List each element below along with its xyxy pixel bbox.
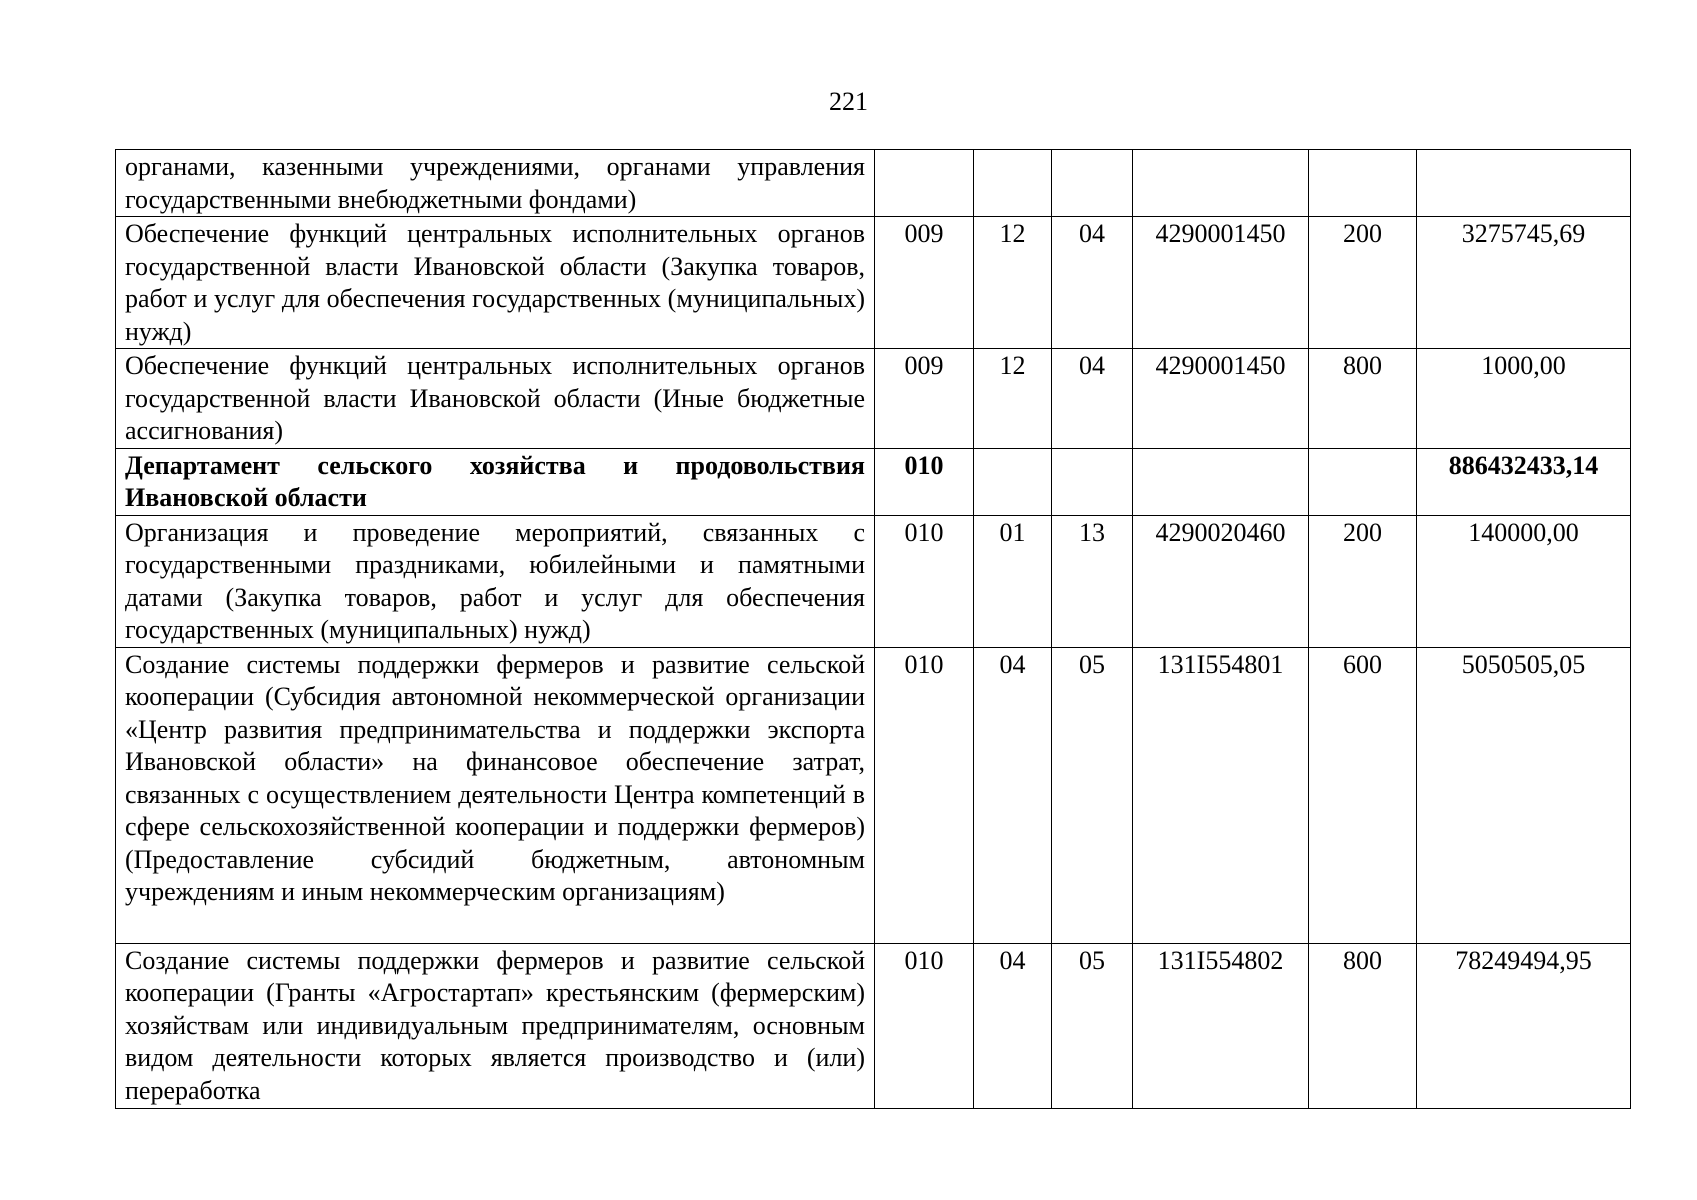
- row-csr: 131I554801: [1133, 647, 1309, 943]
- row-gr: 009: [875, 349, 974, 449]
- row-gr: 009: [875, 217, 974, 349]
- row-rz: 01: [974, 515, 1052, 647]
- row-rz: 04: [974, 943, 1052, 1108]
- row-gr: [875, 150, 974, 217]
- row-name: органами, казенными учреждениями, органами управления государственными внебюджетными фондами): [116, 150, 875, 217]
- department-name: Департамент сельского хозяйства и продовольствия Ивановской области: [116, 448, 875, 515]
- row-vr: 600: [1309, 647, 1417, 943]
- row-gr: 010: [875, 448, 974, 515]
- row-amount: 3275745,69: [1417, 217, 1631, 349]
- row-amount: 5050505,05: [1417, 647, 1631, 943]
- row-pr: [1052, 150, 1133, 217]
- row-rz: 12: [974, 217, 1052, 349]
- row-vr: [1309, 150, 1417, 217]
- row-csr: 4290020460: [1133, 515, 1309, 647]
- table-row-department: [116, 448, 1631, 515]
- row-pr: 04: [1052, 349, 1133, 449]
- table-row: [116, 515, 1631, 647]
- row-vr: 800: [1309, 349, 1417, 449]
- row-vr: 800: [1309, 943, 1417, 1108]
- row-csr: 131I554802: [1133, 943, 1309, 1108]
- row-amount: 1000,00: [1417, 349, 1631, 449]
- row-csr: 4290001450: [1133, 349, 1309, 449]
- row-rz: 12: [974, 349, 1052, 449]
- row-gr: 010: [875, 515, 974, 647]
- row-rz: [974, 150, 1052, 217]
- row-pr: [1052, 448, 1133, 515]
- row-name: Создание системы поддержки фермеров и развитие сельской кооперации (Гранты «Агростартап» крестьянским (фермерским) хозяйствам или индивидуальным предпринимателям, основным видом деятельности которых является производство и (или) переработка: [116, 943, 875, 1108]
- department-total-amount: 886432433,14: [1417, 448, 1631, 515]
- row-csr: [1133, 448, 1309, 515]
- row-pr: 05: [1052, 943, 1133, 1108]
- row-amount: [1417, 150, 1631, 217]
- table-row: [116, 647, 1631, 943]
- row-name: Обеспечение функций центральных исполнительных органов государственной власти Ивановской области (Закупка товаров, работ и услуг для обеспечения государственных (муниципальных) нужд): [116, 217, 875, 349]
- row-pr: 13: [1052, 515, 1133, 647]
- row-vr: 200: [1309, 515, 1417, 647]
- row-pr: 04: [1052, 217, 1133, 349]
- row-vr: 200: [1309, 217, 1417, 349]
- row-csr: [1133, 150, 1309, 217]
- table-row: [116, 217, 1631, 349]
- row-rz: 04: [974, 647, 1052, 943]
- row-name: Организация и проведение мероприятий, связанных с государственными праздниками, юбилейными и памятными датами (Закупка товаров, работ и услуг для обеспечения государственных (муниципальных) нужд): [116, 515, 875, 647]
- row-amount: 140000,00: [1417, 515, 1631, 647]
- row-gr: 010: [875, 647, 974, 943]
- page-number: 221: [829, 87, 868, 116]
- row-rz: [974, 448, 1052, 515]
- table-row: [116, 150, 1631, 217]
- row-gr: 010: [875, 943, 974, 1108]
- row-pr: 05: [1052, 647, 1133, 943]
- row-name: Создание системы поддержки фермеров и развитие сельской кооперации (Субсидия автономной некоммерческой организации «Центр развития предпринимательства и поддержки экспорта Ивановской области» на финансовое обеспечение затрат, связанных с осуществлением деятельности Центра компетенций в сфере сельскохозяйственной кооперации и поддержки фермеров) (Предоставление субсидий бюджетным, автономным учреждениям и иным некоммерческим организациям): [116, 647, 875, 943]
- row-csr: 4290001450: [1133, 217, 1309, 349]
- row-name: Обеспечение функций центральных исполнительных органов государственной власти Ивановской области (Иные бюджетные ассигнования): [116, 349, 875, 449]
- row-amount: 78249494,95: [1417, 943, 1631, 1108]
- budget-table: [115, 149, 1631, 1109]
- row-vr: [1309, 448, 1417, 515]
- table-row: [116, 349, 1631, 449]
- table-row: [116, 943, 1631, 1108]
